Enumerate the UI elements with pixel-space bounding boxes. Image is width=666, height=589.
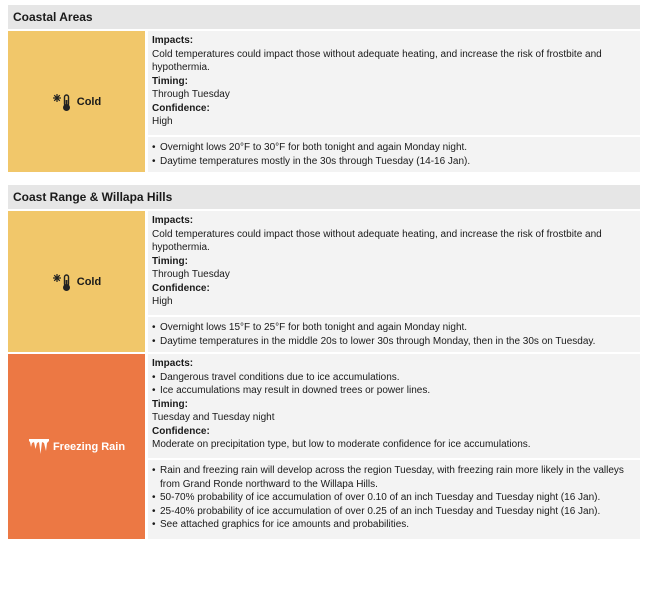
timing-text: Tuesday and Tuesday night	[152, 412, 275, 423]
detail-item: • Daytime temperatures mostly in the 30s through Tuesday (14-16 Jan).	[152, 155, 636, 169]
impacts-text: Cold temperatures could impact those without adequate heating, and increase the risk of frostbite and hypothermia.	[152, 48, 602, 73]
timing-label: Timing:	[152, 255, 188, 267]
impacts-label: Impacts:	[152, 35, 194, 46]
impact-item: • Dangerous travel conditions due to ice accumulations.	[152, 371, 636, 385]
timing-label: Timing:	[152, 75, 188, 87]
hazard-icon-cell	[8, 354, 145, 539]
confidence-label: Confidence:	[152, 102, 210, 114]
detail-item: • Overnight lows 20°F to 30°F for both tonight and again Monday night.	[152, 141, 636, 155]
confidence-text: High	[152, 296, 173, 307]
hazard-row-coast-range-cold	[8, 211, 640, 352]
timing-text: Through Tuesday	[152, 269, 230, 280]
confidence-label: Confidence:	[152, 425, 210, 437]
impacts-label: Impacts:	[152, 358, 194, 369]
detail-item: • 50-70% probability of ice accumulation of over 0.10 of an inch Tuesday and Tuesday night (16 Jan).	[152, 491, 636, 505]
hazard-icon-cell	[8, 31, 145, 172]
hazard-name: Freezing Rain	[52, 440, 126, 453]
impacts-text: Cold temperatures could impact those without adequate heating, and increase the risk of frostbite and hypothermia.	[152, 228, 602, 253]
hazard-summary	[148, 211, 640, 315]
section-title-coast-range: Coast Range & Willapa Hills	[8, 185, 640, 209]
confidence-text: High	[152, 116, 173, 127]
hazard-name: Cold	[76, 275, 102, 288]
thermometer-snowflake-icon	[52, 92, 74, 112]
impacts-label: Impacts:	[152, 215, 194, 226]
confidence-text: Moderate on precipitation type, but low to moderate confidence for ice accumulations.	[152, 439, 531, 450]
detail-item: • See attached graphics for ice amounts and probabilities.	[152, 518, 636, 532]
icicles-icon	[28, 438, 50, 456]
hazard-name: Cold	[76, 95, 102, 108]
hazard-icon-cell	[8, 211, 145, 352]
timing-text: Through Tuesday	[152, 89, 230, 100]
hazard-details	[148, 317, 640, 352]
hazard-summary	[148, 354, 640, 458]
detail-item: • 25-40% probability of ice accumulation of over 0.25 of an inch Tuesday and Tuesday night (16 Jan).	[152, 505, 636, 519]
hazard-row-coastal-cold	[8, 31, 640, 172]
detail-item: • Daytime temperatures in the middle 20s to lower 30s through Monday, then in the 30s on Tuesday.	[152, 335, 636, 349]
hazard-details	[148, 137, 640, 172]
hazard-details	[148, 460, 640, 539]
timing-label: Timing:	[152, 398, 188, 410]
thermometer-snowflake-icon	[52, 272, 74, 292]
hazard-row-coast-range-freezing-rain	[8, 354, 640, 539]
detail-item: • Overnight lows 15°F to 25°F for both tonight and again Monday night.	[152, 321, 636, 335]
impact-item: • Ice accumulations may result in downed trees or power lines.	[152, 384, 636, 398]
confidence-label: Confidence:	[152, 282, 210, 294]
hazard-summary	[148, 31, 640, 135]
detail-item: • Rain and freezing rain will develop across the region Tuesday, with freezing rain more likely in the valleys from Grand Ronde northward to the Willapa Hills.	[152, 464, 636, 491]
section-title-coastal-areas: Coastal Areas	[8, 5, 640, 29]
